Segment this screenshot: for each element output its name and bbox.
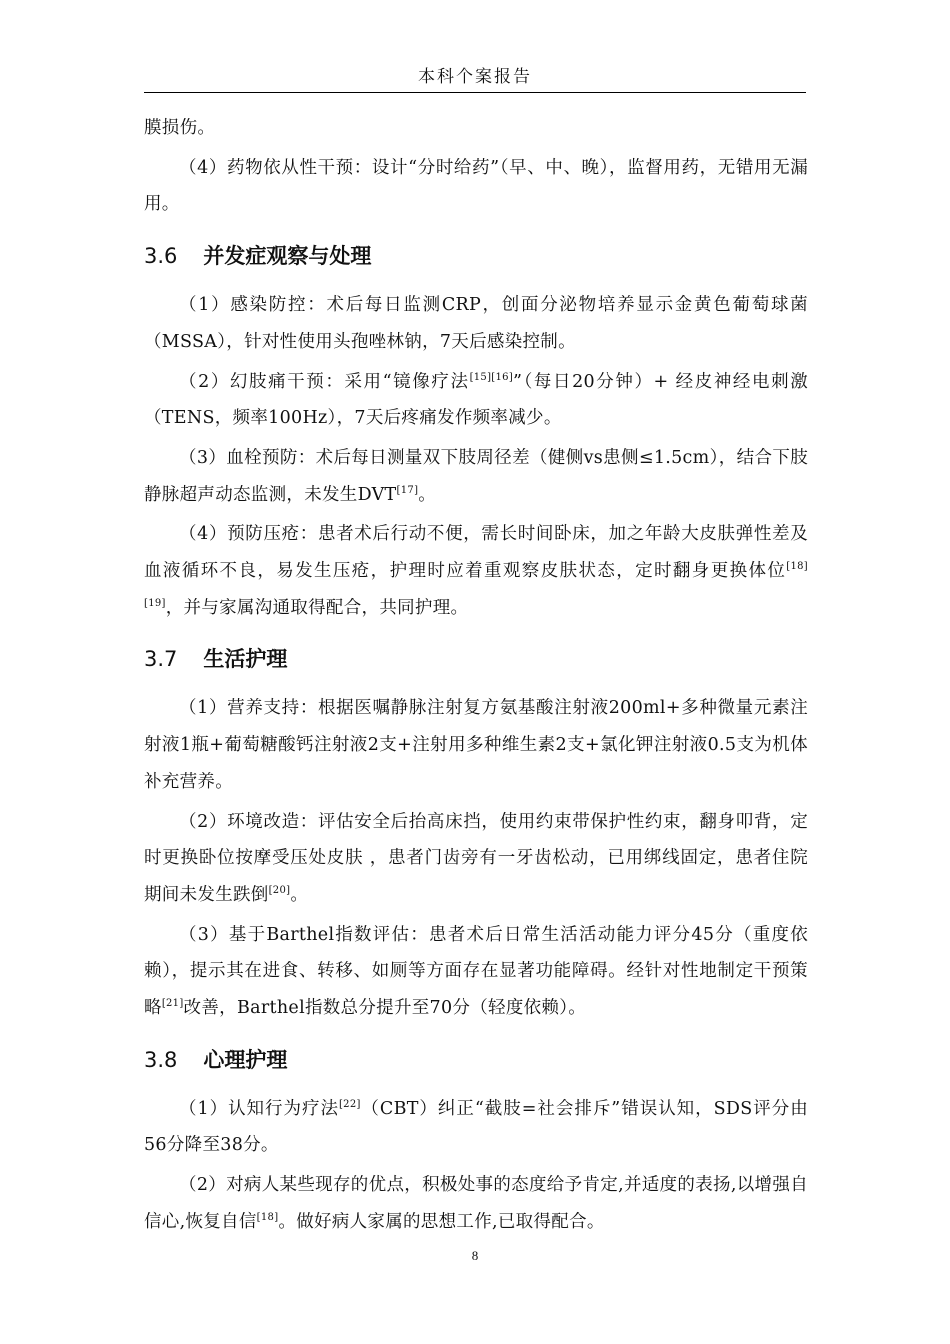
paragraph: （2）环境改造：评估安全后抬高床挡，使用约束带保护性约束，翻身叩背，定时更换卧位按摩受压处皮肤 ，患者门齿旁有一牙齿松动，已用绑线固定，患者住院期间未发生跌倒[20]。 — [144, 811, 808, 905]
section-title: 生活护理 — [203, 647, 288, 672]
citation: [21] — [161, 998, 184, 1010]
document-body — [144, 110, 808, 1244]
section-number: 3.8 — [144, 1047, 178, 1072]
paragraph: （1）感染防控：术后每日监测CRP，创面分泌物培养显示金黄色葡萄球菌（MSSA），针对性使用头孢唑林钠，7天后感染控制。 — [144, 295, 808, 352]
paragraph: （4）预防压疮：患者术后行动不便，需长时间卧床，加之年龄大皮肤弹性差及血液循环不良，易发生压疮，护理时应着重观察皮肤状态，定时翻身更换体位[18][19]，并与家属沟通取得配合，共同护理。 — [144, 524, 808, 618]
section-title: 并发症观察与处理 — [203, 244, 372, 269]
section-heading-3-7 — [144, 644, 808, 674]
citation: [15][16] — [469, 371, 514, 383]
page-header — [144, 64, 806, 93]
paragraph: （2）幻肢痛干预：采用“镜像疗法[15][16]”（每日20分钟）+ 经皮神经电刺激（TENS，频率100Hz），7天后疼痛发作频率减少。 — [144, 371, 808, 429]
citation: [18] — [256, 1212, 279, 1224]
citation: [18][19] — [144, 561, 808, 609]
paragraph: （3）基于Barthel指数评估：患者术后日常生活活动能力评分45分（重度依赖），提示其在进食、转移、如厕等方面存在显著功能障碍。经针对性地制定干预策略[21]改善，Barthel指数总分提升至70分（轻度依赖）。 — [144, 924, 808, 1019]
paragraph: （4）药物依从性干预：设计“分时给药”（早、中、晚），监督用药，无错用无漏用。 — [144, 157, 808, 215]
paragraph: 膜损伤。 — [144, 118, 216, 138]
section-heading-3-8 — [144, 1045, 808, 1075]
citation: [17] — [396, 484, 419, 496]
citation: [20] — [268, 885, 291, 897]
section-number: 3.7 — [144, 647, 178, 672]
citation: [22] — [338, 1098, 361, 1110]
paragraph: （2）对病人某些现存的优点，积极处事的态度给予肯定,并适度的表扬,以增强自信心,恢复自信[18]。做好病人家属的思想工作,已取得配合。 — [144, 1175, 808, 1232]
page-number: 8 — [471, 1248, 479, 1263]
section-number: 3.6 — [144, 244, 178, 269]
paragraph: （1）认知行为疗法[22]（CBT）纠正“截肢=社会排斥”错误认知，SDS评分由56分降至38分。 — [144, 1098, 808, 1156]
section-heading-3-6 — [144, 241, 808, 271]
section-title: 心理护理 — [203, 1047, 288, 1072]
header-title: 本科个案报告 — [418, 67, 532, 87]
paragraph: （3）血栓预防：术后每日测量双下肢周径差（健侧vs患侧≤1.5cm），结合下肢静脉超声动态监测，未发生DVT[17]。 — [144, 447, 808, 505]
paragraph: （1）营养支持：根据医嘱静脉注射复方氨基酸注射液200ml+多种微量元素注射液1瓶+葡萄糖酸钙注射液2支+注射用多种维生素2支+氯化钾注射液0.5支为机体补充营养。 — [144, 698, 808, 792]
